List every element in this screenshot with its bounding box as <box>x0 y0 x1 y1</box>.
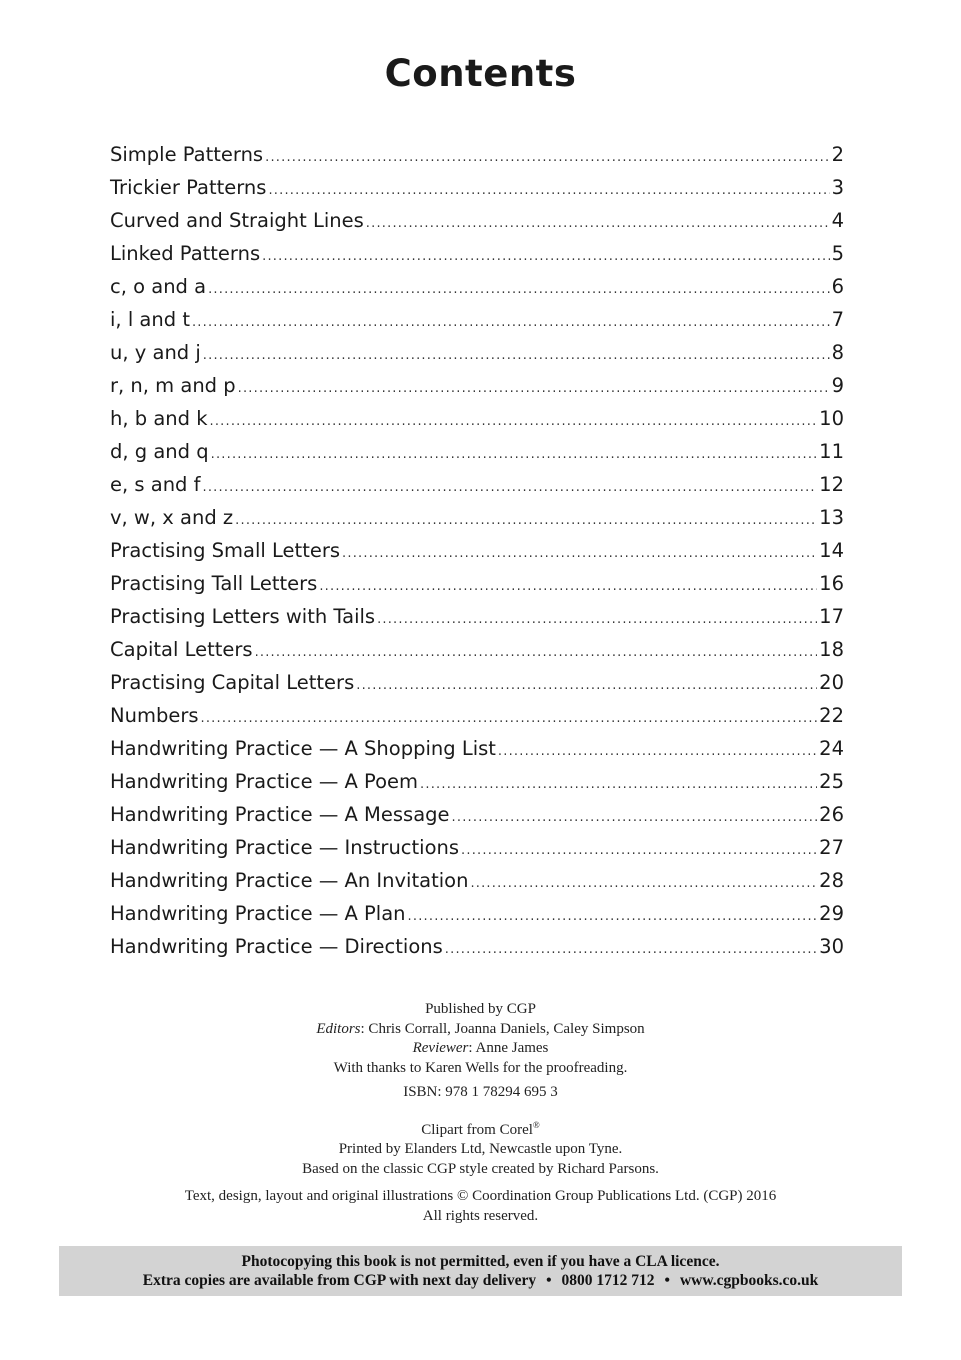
page-title: Contents <box>384 52 577 95</box>
toc-entry-title: c, o and a <box>110 275 207 298</box>
dot-leader <box>208 273 829 306</box>
toc-entry-title: Trickier Patterns <box>110 176 267 199</box>
dot-leader <box>377 603 817 636</box>
toc-entry-page: 11 <box>819 440 844 463</box>
toc-entry[interactable] <box>110 204 844 237</box>
ordering-info <box>59 1271 902 1290</box>
toc-entry[interactable] <box>110 732 844 765</box>
bullet-separator: • <box>664 1272 670 1289</box>
toc-entry-title: u, y and j <box>110 341 201 364</box>
bullet-separator: • <box>546 1272 552 1289</box>
toc-entry[interactable] <box>110 237 844 270</box>
dot-leader <box>268 174 829 207</box>
dot-leader <box>420 768 817 801</box>
website-link[interactable]: www.cgpbooks.co.uk <box>679 1272 819 1289</box>
dot-leader <box>210 405 818 438</box>
dot-leader <box>366 207 830 240</box>
photocopy-warning: Photocopying this book is not permitted, even if you have a CLA licence. <box>241 1253 720 1270</box>
publication-credits <box>0 1000 961 1226</box>
reviewer-line <box>0 1039 961 1059</box>
toc-entry[interactable] <box>110 798 844 831</box>
isbn-line: ISBN: 978 1 78294 695 3 <box>403 1084 558 1100</box>
toc-entry-page: 14 <box>819 539 844 562</box>
dot-leader <box>498 735 817 768</box>
reviewer-label: Reviewer <box>412 1040 469 1056</box>
toc-entry[interactable] <box>110 930 844 963</box>
toc-entry-title: Practising Tall Letters <box>110 572 318 595</box>
toc-entry[interactable] <box>110 402 844 435</box>
toc-entry-title: e, s and f <box>110 473 201 496</box>
toc-entry[interactable] <box>110 534 844 567</box>
toc-entry-page: 18 <box>819 638 844 661</box>
toc-entry[interactable] <box>110 699 844 732</box>
dot-leader <box>211 438 818 471</box>
toc-entry[interactable] <box>110 600 844 633</box>
dot-leader <box>265 141 829 174</box>
dot-leader <box>445 933 817 966</box>
printer-line: Printed by Elanders Ltd, Newcastle upon Tyne. <box>338 1141 623 1157</box>
dot-leader <box>461 834 817 867</box>
toc-entry[interactable] <box>110 171 844 204</box>
toc-entry[interactable] <box>110 336 844 369</box>
editors-label: Editors <box>316 1020 361 1037</box>
toc-entry-title: Handwriting Practice — A Shopping List <box>110 737 496 760</box>
toc-entry[interactable] <box>110 666 844 699</box>
toc-entry-title: Practising Letters with Tails <box>110 605 376 628</box>
reviewer-name: : Anne James <box>468 1040 549 1056</box>
toc-entry[interactable] <box>110 501 844 534</box>
toc-entry-title: Curved and Straight Lines <box>110 209 364 232</box>
dot-leader <box>319 570 817 603</box>
toc-entry-page: 28 <box>819 869 844 892</box>
toc-entry-page: 12 <box>819 473 844 496</box>
table-of-contents <box>110 138 844 963</box>
toc-entry-page: 29 <box>819 902 844 925</box>
clipart-text: Clipart from Corel <box>421 1121 533 1138</box>
toc-entry-page: 10 <box>819 407 844 430</box>
toc-entry[interactable] <box>110 138 844 171</box>
toc-entry-page: 16 <box>819 572 844 595</box>
toc-entry-title: Handwriting Practice — Directions <box>110 935 443 958</box>
toc-entry-page: 4 <box>831 209 844 232</box>
toc-entry[interactable] <box>110 864 844 897</box>
toc-entry-title: h, b and k <box>110 407 208 430</box>
editors-names: : Chris Corrall, Joanna Daniels, Caley Simpson <box>360 1020 645 1037</box>
toc-entry[interactable] <box>110 303 844 336</box>
editors-line <box>0 1020 961 1040</box>
toc-entry-title: Handwriting Practice — A Message <box>110 803 450 826</box>
toc-entry[interactable] <box>110 369 844 402</box>
dot-leader <box>262 240 829 273</box>
toc-entry-page: 8 <box>831 341 844 364</box>
phone-number[interactable]: 0800 1712 712 <box>561 1272 655 1289</box>
dot-leader <box>342 537 817 570</box>
dot-leader <box>201 702 818 735</box>
toc-entry-page: 13 <box>819 506 844 529</box>
toc-entry-title: Practising Small Letters <box>110 539 341 562</box>
toc-entry[interactable] <box>110 270 844 303</box>
copyright-line: Text, design, layout and original illustrations © Coordination Group Publications Ltd. (CGP) 2016 <box>184 1188 777 1204</box>
publisher-line: Published by CGP <box>425 1001 536 1017</box>
dot-leader <box>203 339 830 372</box>
toc-entry-page: 27 <box>819 836 844 859</box>
extra-copies-text: Extra copies are available from CGP with next day delivery <box>142 1272 537 1289</box>
dot-leader <box>203 471 818 504</box>
toc-entry-title: Simple Patterns <box>110 143 264 166</box>
toc-entry-page: 30 <box>819 935 844 958</box>
toc-entry-title: Handwriting Practice — A Plan <box>110 902 406 925</box>
registered-mark: ® <box>532 1119 540 1130</box>
toc-entry-title: r, n, m and p <box>110 374 236 397</box>
toc-entry[interactable] <box>110 633 844 666</box>
toc-entry-title: Practising Capital Letters <box>110 671 355 694</box>
toc-entry-page: 24 <box>819 737 844 760</box>
toc-entry[interactable] <box>110 468 844 501</box>
thanks-line: With thanks to Karen Wells for the proofreading. <box>333 1059 628 1076</box>
toc-entry-page: 6 <box>831 275 844 298</box>
dot-leader <box>452 801 818 834</box>
clipart-line <box>0 1121 961 1141</box>
toc-entry-title: Handwriting Practice — Instructions <box>110 836 460 859</box>
toc-entry-page: 22 <box>819 704 844 727</box>
toc-entry[interactable] <box>110 831 844 864</box>
toc-entry-title: v, w, x and z <box>110 506 234 529</box>
toc-entry-page: 3 <box>831 176 844 199</box>
rights-line: All rights reserved. <box>422 1207 539 1224</box>
toc-entry-page: 2 <box>831 143 844 166</box>
toc-entry[interactable] <box>110 765 844 798</box>
dot-leader <box>192 306 830 339</box>
toc-entry-page: 26 <box>819 803 844 826</box>
toc-entry-page: 17 <box>819 605 844 628</box>
dot-leader <box>356 669 817 702</box>
dot-leader <box>470 867 817 900</box>
toc-entry-title: Capital Letters <box>110 638 253 661</box>
toc-entry-title: Numbers <box>110 704 199 727</box>
dot-leader <box>238 372 830 405</box>
toc-entry[interactable] <box>110 897 844 930</box>
toc-entry-title: Handwriting Practice — A Poem <box>110 770 419 793</box>
dot-leader <box>235 504 817 537</box>
toc-entry-page: 7 <box>831 308 844 331</box>
toc-entry-page: 5 <box>831 242 844 265</box>
toc-entry-page: 9 <box>831 374 844 397</box>
dot-leader <box>255 636 818 669</box>
toc-entry-title: i, l and t <box>110 308 190 331</box>
toc-entry[interactable] <box>110 567 844 600</box>
photocopy-notice-banner <box>59 1246 902 1296</box>
toc-entry-title: Linked Patterns <box>110 242 261 265</box>
style-credit-line: Based on the classic CGP style created by Richard Parsons. <box>302 1160 659 1177</box>
dot-leader <box>408 900 818 933</box>
toc-entry-page: 20 <box>819 671 844 694</box>
toc-entry[interactable] <box>110 435 844 468</box>
toc-entry-title: Handwriting Practice — An Invitation <box>110 869 469 892</box>
toc-entry-title: d, g and q <box>110 440 209 463</box>
toc-entry-page: 25 <box>819 770 844 793</box>
